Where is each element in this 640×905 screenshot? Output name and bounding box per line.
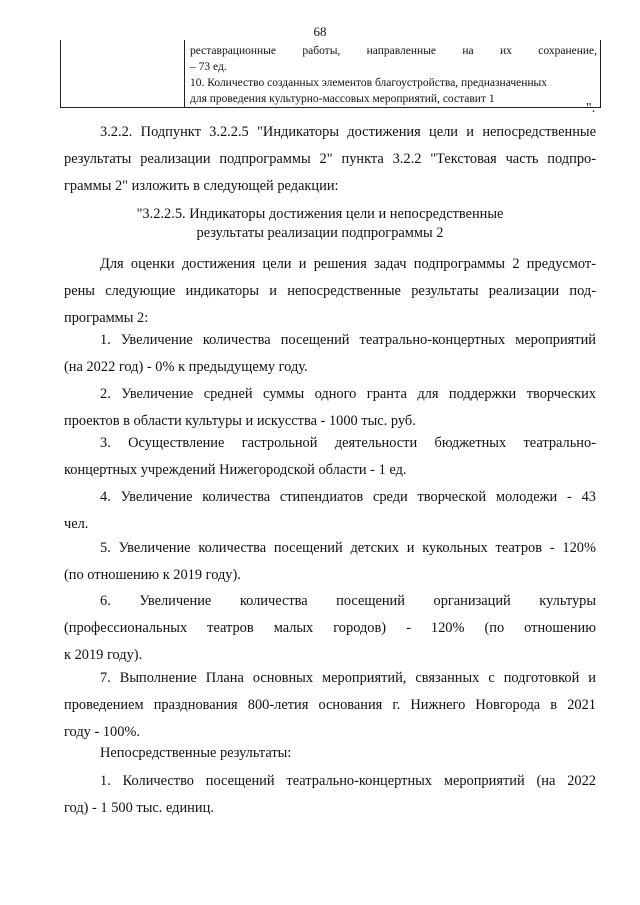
table-cell-line: для проведения культурно-массовых мероприятий, составит 1 — [190, 93, 495, 105]
page-number: 68 — [313, 24, 327, 39]
intro-paragraph — [64, 251, 596, 332]
table-fragment — [60, 40, 601, 108]
amendment-line: 3.2.2. Подпункт 3.2.2.5 "Индикаторы достижения цели и непосредственные — [100, 124, 596, 140]
indicator-line: (на 2022 год) - 0% к предыдущему году. — [64, 359, 308, 375]
section-heading-line: "3.2.2.5. Индикаторы достижения цели и непосредственные — [136, 206, 504, 222]
indicator-line: проведением празднования 800-летия основания г. Нижнего Новгорода в 2021 — [64, 697, 596, 713]
indicator-line: к 2019 году). — [64, 647, 143, 663]
table-cell-line: – 73 ед. — [190, 61, 227, 73]
indicator-line: 7. Выполнение Плана основных мероприятий, связанных с подготовкой и — [100, 670, 596, 686]
indicator-item — [64, 535, 596, 589]
indicator-line: 2. Увеличение средней суммы одного гранта для поддержки творческих — [100, 386, 596, 402]
intro-line: программы 2: — [64, 310, 149, 326]
intro-line: рены следующие индикаторы и непосредственные результаты реализации под- — [64, 283, 596, 299]
indicator-line: году - 100%. — [64, 724, 140, 740]
indicator-item — [64, 327, 596, 381]
closing-quote: ". — [586, 101, 596, 116]
amendment-paragraph — [64, 119, 596, 200]
direct-result-item — [64, 768, 596, 822]
indicator-line: (по отношению к 2019 году). — [64, 567, 241, 583]
intro-line: Для оценки достижения цели и решения задач подпрограммы 2 предусмот- — [100, 256, 596, 272]
indicator-line: 4. Увеличение количества стипендиатов среди творческой молодежи - 43 — [100, 489, 596, 505]
amendment-line: результаты реализации подпрограммы 2" пункта 3.2.2 "Текстовая часть подпро- — [64, 151, 596, 167]
table-cell-empty — [61, 40, 185, 108]
indicator-item — [64, 588, 596, 669]
table-cell-line: 10. Количество созданных элементов благоустройства, предназначенных — [190, 77, 548, 89]
indicator-line: 1. Увеличение количества посещений театрально-концертных мероприятий — [100, 332, 596, 348]
indicator-line: 6. Увеличение количества посещений организаций культуры — [100, 593, 596, 609]
indicator-item — [64, 665, 596, 746]
direct-results-heading-line: Непосредственные результаты: — [100, 745, 292, 761]
indicator-item — [64, 430, 596, 484]
section-heading-line: результаты реализации подпрограммы 2 — [196, 225, 444, 241]
table-cell-text — [185, 40, 601, 108]
table-row — [61, 40, 601, 108]
indicator-line: (профессиональных театров малых городов) - 120% (по отношению — [64, 620, 596, 636]
indicator-line: концертных учреждений Нижегородской области - 1 ед. — [64, 462, 407, 478]
amendment-line: граммы 2" изложить в следующей редакции: — [64, 178, 339, 194]
indicator-line: проектов в области культуры и искусства - 1000 тыс. руб. — [64, 413, 416, 429]
indicator-item — [64, 381, 596, 435]
indicator-line: чел. — [64, 516, 89, 532]
direct-results-heading — [64, 740, 596, 767]
indicator-line: 5. Увеличение количества посещений детских и кукольных театров - 120% — [100, 540, 596, 556]
table-cell-line: реставрационные работы, направленные на их сохранение, — [190, 45, 597, 57]
indicator-item — [64, 484, 596, 538]
indicator-line: 3. Осуществление гастрольной деятельности бюджетных театрально- — [100, 435, 596, 451]
direct-result-line: 1. Количество посещений театрально-концертных мероприятий (на 2022 — [100, 773, 596, 789]
direct-result-line: год) - 1 500 тыс. единиц. — [64, 800, 214, 816]
